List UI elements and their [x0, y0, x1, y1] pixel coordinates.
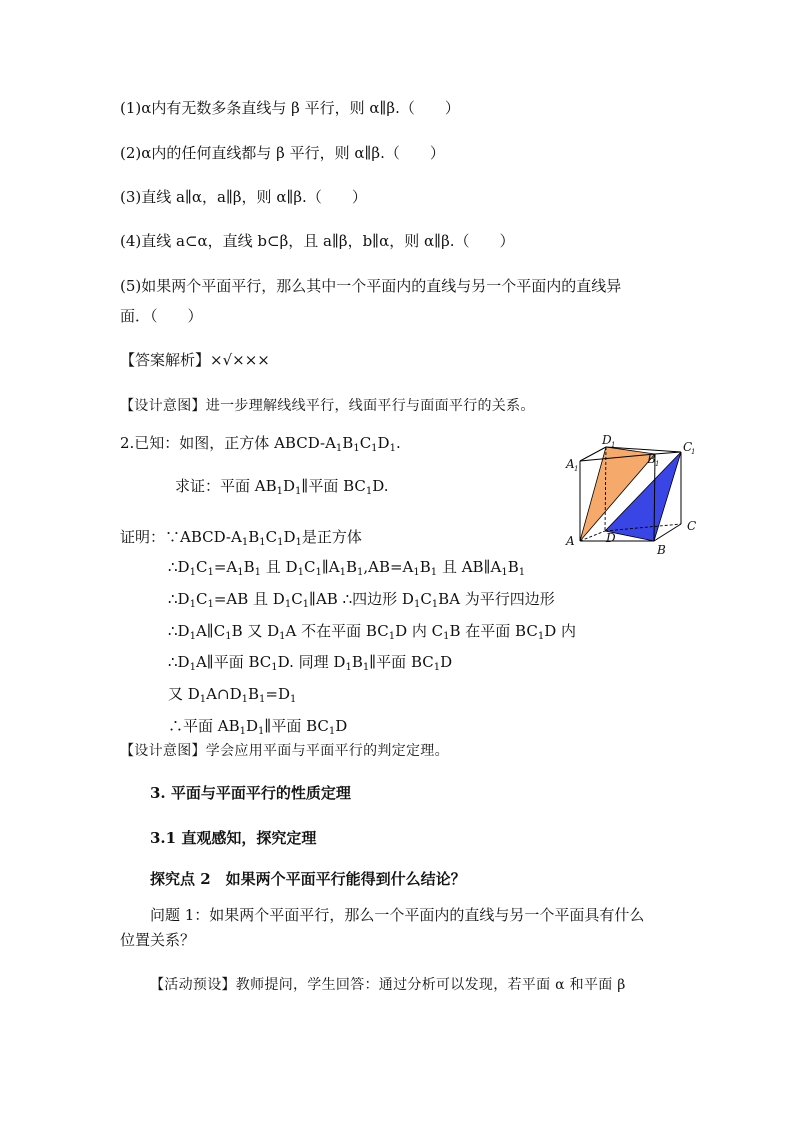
prove-statement: 求证：平面 $AB_1D_1\parallel$平面 $BC_1D$. — [175, 477, 389, 497]
question-1: (1)α内有无数多条直线与 β 平行，则 α∥β.（ ） — [120, 99, 460, 117]
question-1-line-1: 问题 1：如果两个平面平行，那么一个平面内的直线与另一个平面具有什么 — [150, 906, 645, 924]
label-d1: D — [602, 433, 612, 447]
design-intent-2: 【设计意图】学会应用平面与平面平行的判定定理。 — [120, 743, 449, 759]
question-4: (4)直线 a⊂α，直线 b⊂β，且 a∥β，b∥α，则 α∥β.（ ） — [120, 232, 515, 250]
answer-line: 【答案解析】×√××× — [120, 351, 270, 369]
proof-line-6: 又 $D_1A\cap D_1B_1=D_1$ — [168, 685, 297, 705]
design-intent-1: 【设计意图】进一步理解线线平行，线面平行与面面平行的关系。 — [120, 398, 535, 414]
activity-preset: 【活动预设】教师提问，学生回答：通过分析可以发现，若平面 α 和平面 β — [150, 977, 626, 993]
label-a1: A — [566, 457, 575, 471]
explore-point-2: 探究点 2 如果两个平面平行能得到什么结论？ — [150, 870, 466, 888]
question-1-line-2: 位置关系？ — [120, 931, 196, 949]
proof-line-3: $\therefore D_1C_1=AB$ 且 $D_1C_1\parallel AB$ ∴四边形 $D_1C_1BA$ 为平行四边形 — [168, 590, 555, 610]
label-a1-sub: 1 — [574, 465, 579, 473]
proof-line-5: $\therefore D_1A\parallel$平面 $BC_1D$. 同理 $D_1B_1\parallel$平面 $BC_1D$ — [168, 653, 453, 673]
section-3-heading: 3. 平面与平面平行的性质定理 — [150, 784, 351, 802]
label-d1-sub: 1 — [611, 441, 616, 449]
question-3: (3)直线 a∥α，a∥β，则 α∥β.（ ） — [120, 188, 367, 206]
cube-figure — [562, 432, 712, 558]
label-c1: C — [683, 440, 693, 454]
proof-line-4: $\therefore D_1A\parallel C_1B$ 又 $D_1A$ 不在平面 $BC_1D$ 内 $C_1B$ 在平面 $BC_1D$ 内 — [168, 622, 577, 642]
proof-line-7: ∴平面 $AB_1D_1\parallel$平面 $BC_1D$ — [168, 717, 348, 737]
label-b1-sub: 1 — [655, 460, 660, 468]
label-c: C — [687, 519, 697, 533]
label-d: D — [606, 531, 616, 545]
label-c1-sub: 1 — [691, 448, 696, 456]
question-2: (2)α内的任何直线都与 β 平行，则 α∥β.（ ） — [120, 144, 445, 162]
problem-2: 2.已知：如图，正方体 ABCD-$A_1B_1C_1D_1$. — [120, 434, 401, 454]
question-5: (5)如果两个平面平行，那么其中一个平面内的直线与另一个平面内的直线异 — [120, 277, 622, 295]
proof-line-2: $\therefore D_1C_1=A_1B_1$ 且 $D_1C_1\parallel A_1B_1,AB=A_1B_1$ 且 $AB\parallel A_1B_1$ — [168, 558, 526, 578]
section-3-1-heading: 3.1 直观感知，探究定理 — [150, 829, 317, 847]
label-b: B — [657, 543, 666, 557]
label-a: A — [566, 534, 575, 548]
proof-line-1: 证明：$\because ABCD-A_1B_1C_1D_1$是正方体 — [120, 528, 362, 548]
question-5-cont: 面．（ ） — [120, 307, 203, 325]
label-b1: B — [647, 452, 656, 466]
